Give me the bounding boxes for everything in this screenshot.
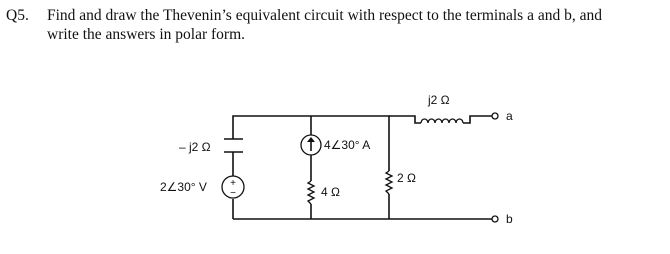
voltage-source-plus: + <box>230 178 236 189</box>
resistor-icon <box>308 181 314 204</box>
terminal-b-label: b <box>506 212 513 226</box>
capacitor-icon <box>224 139 243 152</box>
terminal-a-label: a <box>506 109 513 123</box>
inductor-icon <box>421 119 463 123</box>
terminal-icon <box>492 113 498 119</box>
current-source-icon <box>301 135 321 155</box>
question-line-1: Find and draw the Thevenin’s equivalent circuit with respect to the terminals a and b, and <box>47 7 602 24</box>
circuit-wires <box>233 116 492 219</box>
current-source-label: 4∠30° A <box>324 138 371 152</box>
resistor-4-label: 4 Ω <box>321 185 340 199</box>
inductor-label: j2 Ω <box>428 93 450 107</box>
question-line-2: write the answers in polar form. <box>47 26 245 43</box>
resistor-icon <box>386 171 392 194</box>
capacitor-label: – j2 Ω <box>179 140 211 154</box>
terminal-icon <box>492 216 498 222</box>
voltage-source-label: 2∠30° V <box>160 180 207 194</box>
resistor-2-label: 2 Ω <box>397 171 416 185</box>
voltage-source-icon <box>222 176 244 199</box>
question-number: Q5. <box>6 7 29 24</box>
voltage-source-minus: − <box>230 188 236 199</box>
